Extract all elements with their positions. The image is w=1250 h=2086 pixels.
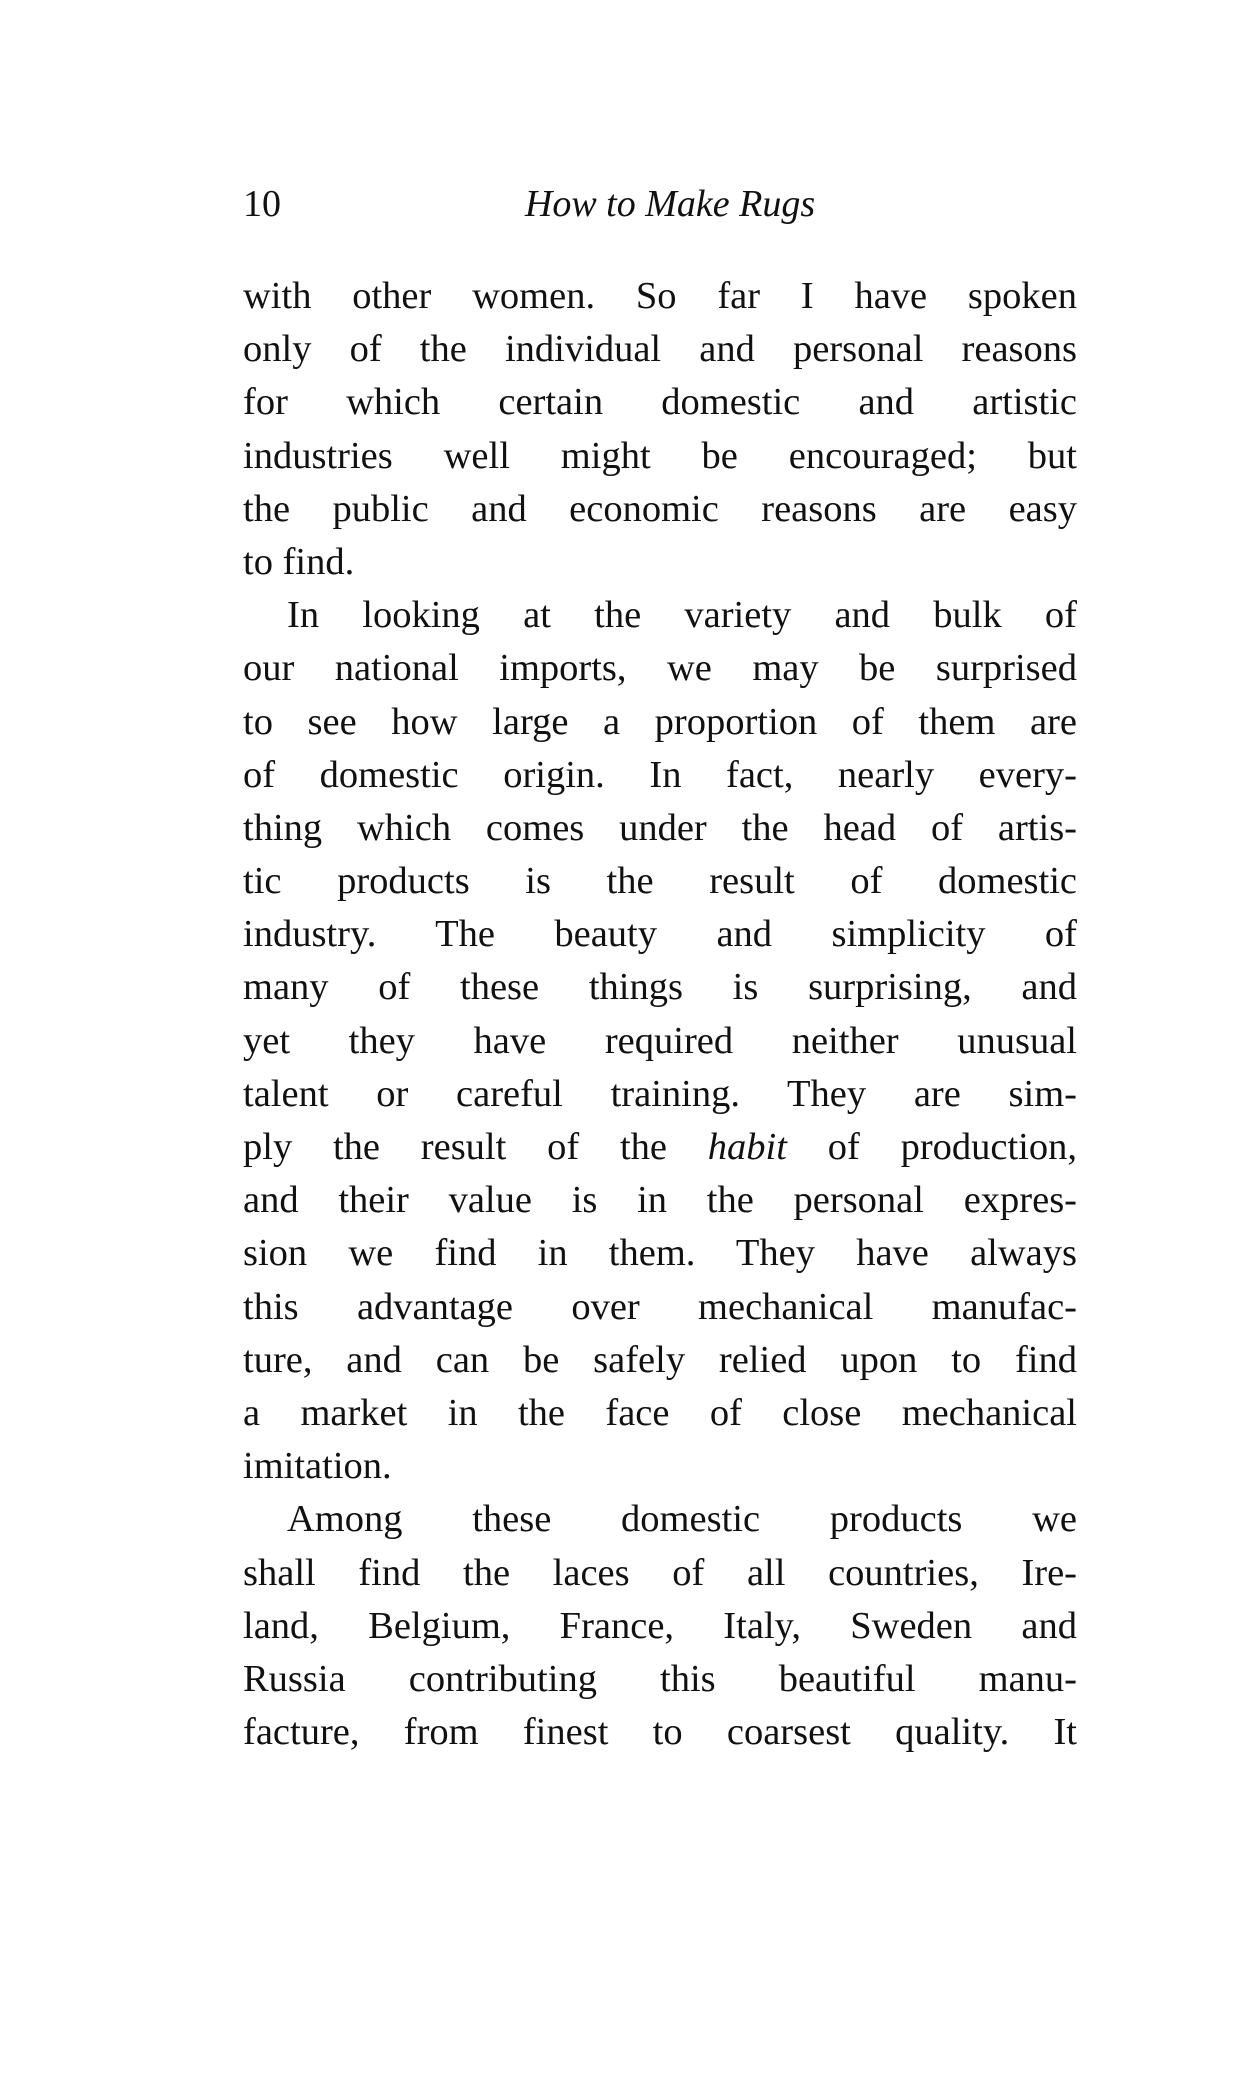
text-line: our national imports, we may be surprised — [243, 647, 1077, 690]
text-line: In looking at the variety and bulk of — [287, 594, 1077, 637]
running-title: How to Make Rugs — [524, 183, 816, 225]
text-line: shall find the laces of all countries, Ire- — [243, 1551, 1077, 1594]
text-line: ture, and can be safely relied upon to find — [243, 1338, 1077, 1381]
text-line: yet they have required neither unusual — [243, 1019, 1077, 1062]
text-line: and their value is in the personal expres- — [243, 1179, 1077, 1222]
text-line: only of the individual and personal reasons — [243, 328, 1077, 371]
text-line: facture, from finest to coarsest quality. It — [243, 1711, 1077, 1754]
text-line: talent or careful training. They are sim- — [243, 1072, 1077, 1115]
text-line: industry. The beauty and simplicity of — [243, 913, 1077, 956]
text-line: thing which comes under the head of artis- — [243, 806, 1077, 849]
text-line: ply the result of the habit of production, — [243, 1126, 1077, 1168]
text-line: of domestic origin. In fact, nearly every- — [243, 753, 1077, 796]
text-line: sion we find in them. They have always — [243, 1232, 1077, 1275]
text-line: for which certain domestic and artistic — [243, 381, 1077, 424]
page-number: 10 — [243, 183, 281, 225]
text-line: a market in the face of close mechanical — [243, 1391, 1077, 1434]
text-line: many of these things is surprising, and — [243, 966, 1077, 1009]
text-line: imitation. — [243, 1445, 392, 1488]
text-line: industries well might be encouraged; but — [243, 434, 1077, 477]
text-line: land, Belgium, France, Italy, Sweden and — [243, 1604, 1077, 1647]
text-line: this advantage over mechanical manufac- — [243, 1285, 1077, 1328]
text-line: with other women. So far I have spoken — [243, 275, 1077, 317]
text-line: tic products is the result of domestic — [243, 860, 1077, 903]
text-line: to see how large a proportion of them are — [243, 700, 1077, 743]
page-body-text — [243, 270, 1077, 1759]
text-line: the public and economic reasons are easy — [243, 487, 1077, 530]
text-line: Russia contributing this beautiful manu- — [243, 1657, 1077, 1700]
text-line: Among these domestic products we — [287, 1498, 1077, 1541]
text-line: to find. — [243, 540, 355, 583]
running-header — [243, 182, 1077, 232]
emphasis: habit — [707, 1126, 787, 1168]
